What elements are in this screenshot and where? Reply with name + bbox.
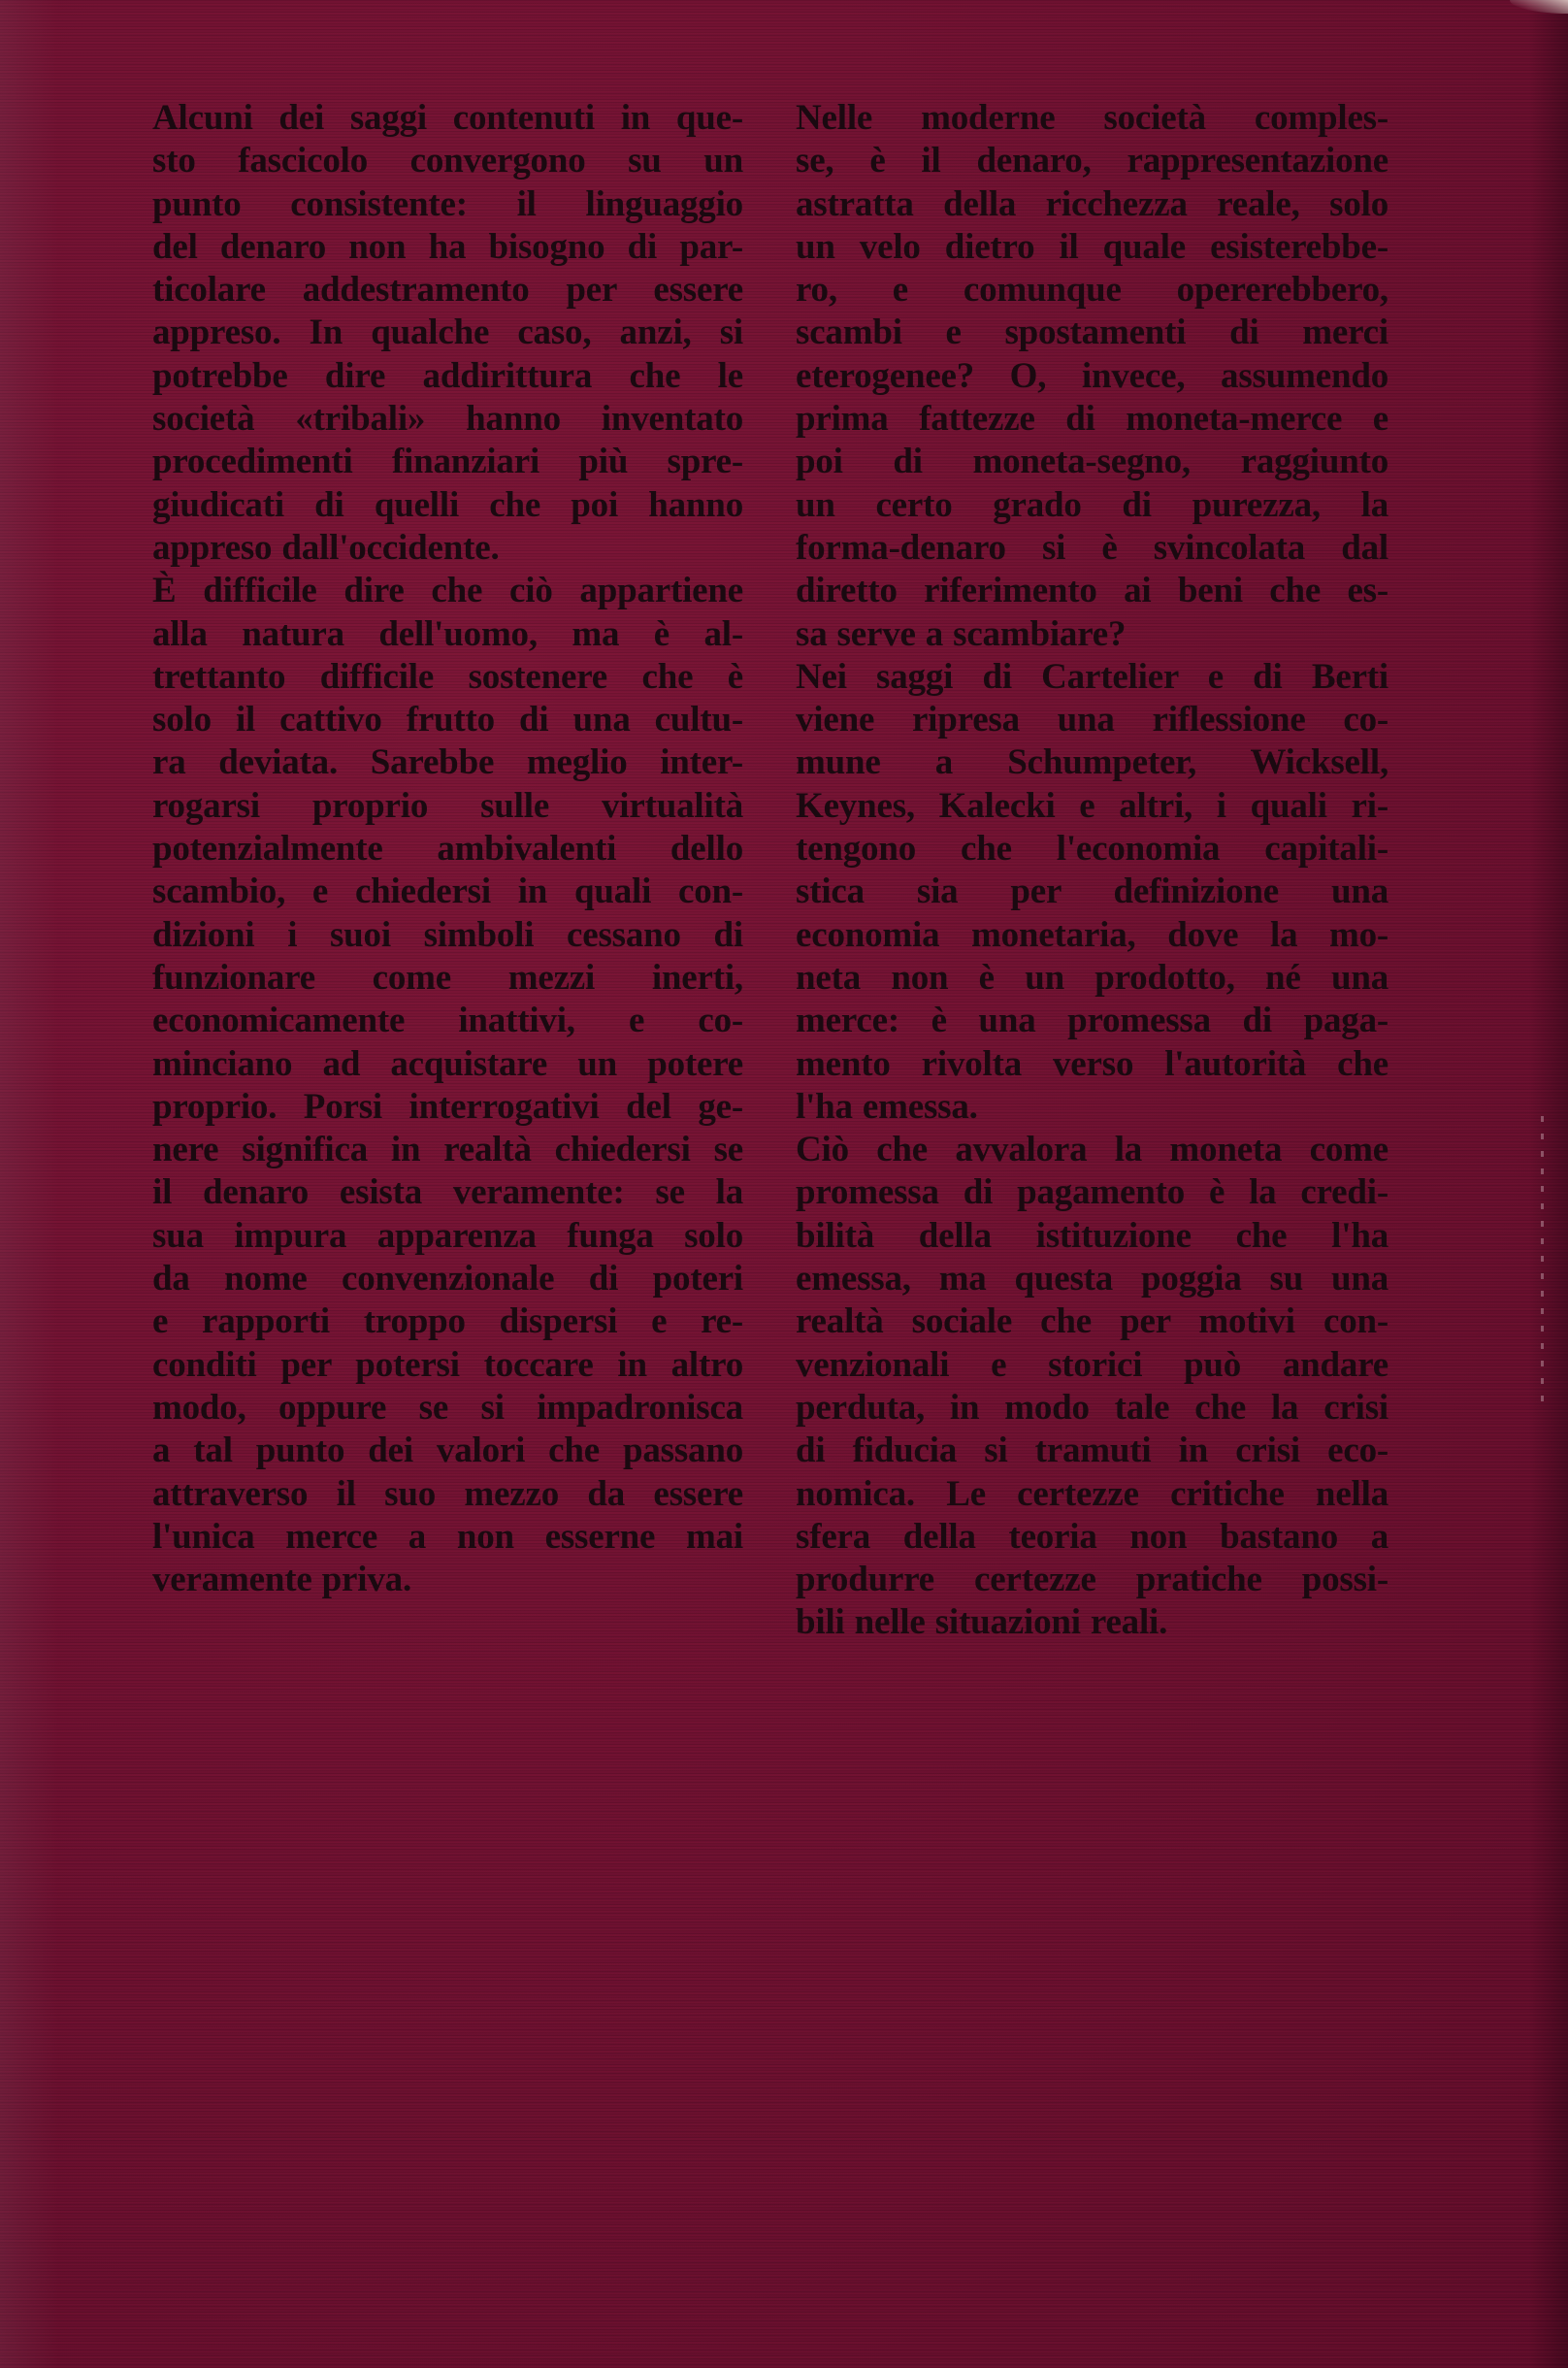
text-line: veramente priva.: [152, 1560, 411, 1600]
text-line: mune a Schumpeter, Wicksell,: [796, 742, 1388, 783]
text-line: Nelle moderne società comples-: [796, 98, 1388, 138]
text-line: astratta della ricchezza reale, solo: [796, 183, 1388, 224]
text-line: ticolare addestramento per essere: [152, 270, 743, 311]
text-line: appreso. In qualche caso, anzi, si: [152, 312, 743, 353]
text-line: l'unica merce a non esserne mai: [152, 1516, 743, 1557]
text-line: sa serve a scambiare?: [796, 613, 1127, 654]
text-line: economicamente inattivi, e co-: [152, 1001, 743, 1041]
text-line: produrre certezze pratiche possi-: [796, 1560, 1388, 1600]
text-line: nere significa in realtà chiedersi se: [152, 1130, 743, 1170]
paragraph: [152, 570, 743, 1601]
text-line: minciano ad acquistare un potere: [152, 1043, 743, 1084]
text-line: diretto riferimento ai beni che es-: [796, 571, 1388, 611]
text-line: merce: è una promessa di paga-: [796, 1001, 1388, 1041]
text-line: dizioni i suoi simboli cessano di: [152, 914, 743, 955]
text-line: eterogenee? O, invece, assumendo: [796, 355, 1388, 396]
cover-crease-mark: [1541, 1116, 1544, 1407]
paragraph: [796, 97, 1388, 656]
text-line: proprio. Porsi interrogativi del ge-: [152, 1086, 743, 1127]
text-line: potrebbe dire addirittura che le: [152, 355, 743, 396]
text-line: venzionali e storici può andare: [796, 1344, 1388, 1385]
text-line: rogarsi proprio sulle virtualità: [152, 785, 743, 826]
text-line: forma-denaro si è svincolata dal: [796, 527, 1388, 568]
text-line: conditi per potersi toccare in altro: [152, 1344, 743, 1385]
text-line: sfera della teoria non bastano a: [796, 1516, 1388, 1557]
text-line: Ciò che avvalora la moneta come: [796, 1130, 1388, 1170]
text-column-right: [796, 97, 1388, 1645]
text-line: nomica. Le certezze critiche nella: [796, 1473, 1388, 1514]
text-line: un certo grado di purezza, la: [796, 484, 1388, 525]
text-line: sto fascicolo convergono su un: [152, 141, 743, 181]
text-line: neta non è un prodotto, né una: [796, 957, 1388, 998]
text-line: a tal punto dei valori che passano: [152, 1431, 743, 1471]
text-line: da nome convenzionale di poteri: [152, 1259, 743, 1299]
text-line: solo il cattivo frutto di una cultu-: [152, 700, 743, 740]
paragraph: [796, 1129, 1388, 1645]
text-column-left: [152, 97, 743, 1601]
corner-wear-mark: [1510, 0, 1568, 14]
text-line: scambi e spostamenti di merci: [796, 312, 1388, 353]
text-line: attraverso il suo mezzo da essere: [152, 1473, 743, 1514]
text-line: stica sia per definizione una: [796, 872, 1388, 912]
text-line: bili nelle situazioni reali.: [796, 1602, 1168, 1643]
text-line: di fiducia si tramuti in crisi eco-: [796, 1431, 1388, 1471]
text-line: emessa, ma questa poggia su una: [796, 1259, 1388, 1299]
text-line: giudicati di quelli che poi hanno: [152, 484, 743, 525]
text-line: procedimenti finanziari più spre-: [152, 442, 743, 482]
text-line: viene ripresa una riflessione co-: [796, 700, 1388, 740]
text-line: l'ha emessa.: [796, 1086, 978, 1127]
text-line: economia monetaria, dove la mo-: [796, 914, 1388, 955]
text-line: un velo dietro il quale esisterebbe-: [796, 226, 1388, 267]
text-line: il denaro esista veramente: se la: [152, 1172, 743, 1213]
text-line: appreso dall'occidente.: [152, 527, 500, 568]
text-line: prima fattezze di moneta-merce e: [796, 399, 1388, 440]
text-line: Keynes, Kalecki e altri, i quali ri-: [796, 785, 1388, 826]
text-line: perduta, in modo tale che la crisi: [796, 1387, 1388, 1428]
text-line: se, è il denaro, rappresentazione: [796, 141, 1388, 181]
text-line: È difficile dire che ciò appartiene: [152, 571, 743, 611]
text-line: potenzialmente ambivalenti dello: [152, 829, 743, 870]
text-line: modo, oppure se si impadronisca: [152, 1387, 743, 1428]
paragraph: [796, 656, 1388, 1129]
text-line: scambio, e chiedersi in quali con-: [152, 872, 743, 912]
text-line: realtà sociale che per motivi con-: [796, 1301, 1388, 1342]
text-line: alla natura dell'uomo, ma è al-: [152, 613, 743, 654]
left-edge-shading: [0, 0, 58, 2368]
text-line: ra deviata. Sarebbe meglio inter-: [152, 742, 743, 783]
text-line: società «tribali» hanno inventato: [152, 399, 743, 440]
text-line: funzionare come mezzi inerti,: [152, 957, 743, 998]
text-line: bilità della istituzione che l'ha: [796, 1215, 1388, 1256]
paragraph: [152, 97, 743, 570]
text-line: ro, e comunque opererebbero,: [796, 270, 1388, 311]
text-line: promessa di pagamento è la credi-: [796, 1172, 1388, 1213]
text-line: poi di moneta-segno, raggiunto: [796, 442, 1388, 482]
text-line: Nei saggi di Cartelier e di Berti: [796, 656, 1388, 697]
right-edge-shading: [1529, 0, 1568, 2368]
text-line: sua impura apparenza funga solo: [152, 1215, 743, 1256]
text-line: mento rivolta verso l'autorità che: [796, 1043, 1388, 1084]
text-line: punto consistente: il linguaggio: [152, 183, 743, 224]
text-line: trettanto difficile sostenere che è: [152, 656, 743, 697]
text-line: del denaro non ha bisogno di par-: [152, 226, 743, 267]
text-line: tengono che l'economia capitali-: [796, 829, 1388, 870]
text-line: Alcuni dei saggi contenuti in que-: [152, 98, 743, 138]
text-line: e rapporti troppo dispersi e re-: [152, 1301, 743, 1342]
